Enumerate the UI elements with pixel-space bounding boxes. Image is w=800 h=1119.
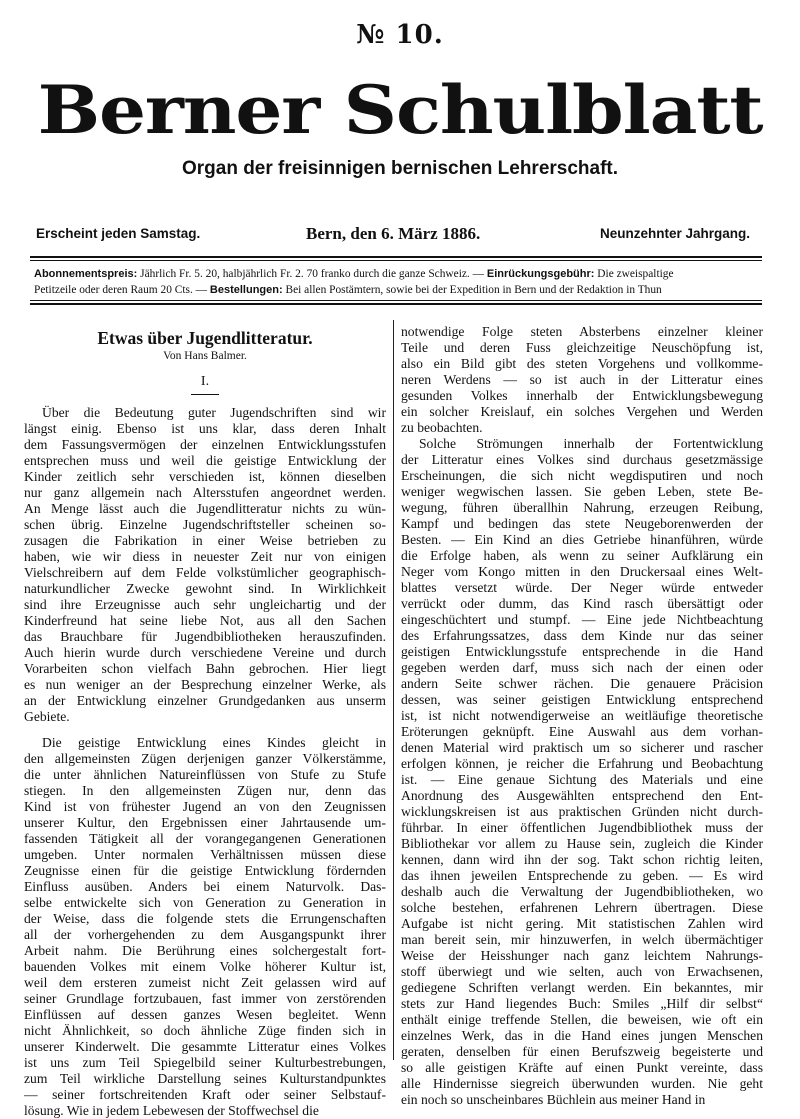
text-line: es nun weniger an der Besprechung einzelner Werke, als	[24, 677, 386, 692]
orders-label: Bestellungen:	[209, 284, 283, 296]
text-line: Zeugnisse einen für die geistige Entwicklung fördernden	[24, 863, 386, 878]
text-line: gegeben werden darf, muss sich nach der einen oder	[401, 660, 763, 675]
header-rule-bottom-thin	[30, 300, 762, 301]
volume-year: Neunzehnter Jahrgang.	[599, 226, 750, 241]
text-line: denen Material wird praktisch um so sicherer und rascher	[401, 740, 763, 755]
text-line: stiegen. In den allgemeinsten Zügen nur, denn das	[24, 783, 386, 798]
text-line: Gebiete.	[24, 709, 70, 724]
text-line: des Erfahrungssatzes, dass dem Kinde nur das seiner	[401, 628, 763, 643]
text-line: ein solcher Kreislauf, ein solches Vergehen und Werden	[401, 404, 763, 419]
text-line: geistigen Entwicklungsstufe entsprechende in die Hand	[401, 644, 763, 659]
text-line: nicht Ähnlichkeit, so doch ähnliche Züge finden sich in	[24, 1023, 386, 1038]
text-line: eingeschüchtert und stumpf. — Eine jede Nichtbeachtung	[401, 612, 763, 627]
issue-number: № 10.	[356, 20, 444, 50]
text-line: enthält einige treffende Stellen, die beweisen, wie oft ein	[401, 1012, 763, 1027]
text-line: Neger vom Kongo mitten in den Druckersaal eines Welt-	[401, 564, 763, 579]
text-line: der Weise, dass die folgende stets die Errungenschaften	[24, 911, 386, 926]
text-line: Einfluss ausüben. Anders bei einem Naturvolk. Das-	[24, 879, 386, 894]
text-line: erfolgen können, je reicher die Erfahrung und Beobachtung	[401, 756, 763, 771]
text-line: dem Fassungsvermögen der einzelnen Entwicklungsstufen	[24, 437, 386, 452]
text-line: unserer Kultur, den Ergebnissen einer Jahrtausende um-	[24, 815, 386, 830]
text-line: Vielschreibern auf dem Felde volkstümlicher geographisch-	[24, 565, 386, 580]
text-line: weil dem ersteren zumeist nicht Zeit gelassen wird auf	[24, 975, 386, 990]
text-line: also ein Bild gibt des steten Vorgehens und vollkomme-	[401, 356, 763, 371]
text-line: die Erfolge haben, als wenn zu seiner Aufklärung ein	[401, 548, 763, 563]
text-line: wegung, führen überallhin Nahrung, erzeugen Reibung,	[401, 500, 763, 515]
text-line: unserer Kinderwelt. Die gesammte Litteratur eines Volkes	[24, 1039, 386, 1054]
text-line: nur ganz allgemein nach Altersstufen angeordnet werden.	[24, 485, 386, 500]
text-line: Vorarbeiten schon vielfach Bahn gebrochen. Hier liegt	[24, 661, 386, 676]
insertion-fee-label: Einrückungsgebühr:	[486, 268, 595, 280]
paragraph	[401, 436, 763, 1108]
text-line: weniger wegwischen lassen. Sie geben Leben, stete Be-	[401, 484, 763, 499]
text-line: den allgemeinsten Zügen derjenigen ganzer Völkerstämme,	[24, 751, 386, 766]
subscription-price-label: Abonnementspreis:	[34, 268, 138, 280]
text-line: all der vorhergehenden zu dem Ausgangspunkt ihrer	[24, 927, 386, 942]
text-line: Anordnung des Ausgewählten entsprechend den Ent-	[401, 788, 763, 803]
text-line: fassenden Tätigkeit all der vorangegangenen Generationen	[24, 831, 386, 846]
text-line: An Menge lässt auch die Jugendlitteratur nichts zu wün-	[24, 501, 386, 516]
text-line: Arbeit nahm. Die Berührung eines solchergestalt fort-	[24, 943, 386, 958]
text-line: Eröterungen geknüpft. Eine Auswahl aus dem vorhan-	[401, 724, 763, 739]
text-line: Kind ist von frühester Jugend an von den Zeugnissen	[24, 799, 386, 814]
text-line: verrückt oder dumm, das Kind rasch übersättigt oder	[401, 596, 763, 611]
text-line: lösung. Wie in jedem Lebewesen der Stoffwechsel die	[24, 1103, 319, 1118]
text-line: — seiner fortschreitenden Kraft oder seiner Selbstauf-	[24, 1087, 386, 1102]
section-rule	[191, 394, 219, 395]
text-line: dessen, was seiner geistigen Entwicklung entsprechend	[401, 692, 763, 707]
text-line: das Brauchbare für Jugendbibliotheken herauszufinden.	[24, 629, 386, 644]
text-line: gediegene Schriften verlangt werden. Ein bekanntes, mir	[401, 980, 763, 995]
text-line: naturkundlicher Zwecke gewohnt sind. In Wirklichkeit	[24, 581, 386, 596]
text-line: Bibliothekar vor allem zu Hause sein, zugleich die Kinder	[401, 836, 763, 851]
text-line: Kampf und bedingen das stete Neugeborenwerden der	[401, 516, 763, 531]
subscription-price-text: Jährlich Fr. 5. 20, halbjährlich Fr. 2. 70 franko durch die ganze Schweiz. —	[140, 268, 485, 280]
header-rule-top-thin	[30, 260, 762, 261]
text-line: stoff überwiegt und wie selten, auch von Erwachsenen,	[401, 964, 763, 979]
text-line: einzelnes Werk, das in die Hand eines jungen Menschen	[401, 1028, 763, 1043]
publication-frequency: Erscheint jeden Samstag.	[36, 226, 201, 241]
text-line: Auch hierin wurde durch verschiedene Vereine und durch	[24, 645, 386, 660]
text-line: Über die Bedeutung guter Jugendschriften sind wir	[42, 405, 386, 420]
masthead-title: Berner Schulblatt	[37, 71, 763, 149]
text-line: Kinder zeitlich sehr verschieden ist, können dieselben	[24, 469, 386, 484]
section-number: I.	[200, 374, 210, 389]
subscription-line-2	[34, 282, 762, 298]
text-line: zu beobachten.	[401, 420, 483, 435]
text-line: so alle geistigen Kräfte auf einen Punkt vereinte, dass	[401, 1060, 763, 1075]
text-line: ist. — Eine genaue Sichtung des Materials und eine	[401, 772, 763, 787]
text-line: entsprechen muss und weil die geistige Entwicklung der	[24, 453, 386, 468]
paragraph	[24, 735, 386, 1119]
orders-text: Bei allen Postämtern, sowie bei der Expedition in Bern und der Redaktion in Thun	[285, 284, 662, 296]
text-line: geraten, denselben für einen Berufszweig begeisterte und	[401, 1044, 763, 1059]
text-line: Einflüssen auf dessen ganzes Wesen begleitet. Wenn	[24, 1007, 386, 1022]
masthead-subtitle: Organ der freisinnigen bernischen Lehrerschaft.	[181, 158, 619, 179]
text-line: ist uns zum Teil Spiegelbild seiner Kulturbestrebungen,	[24, 1055, 386, 1070]
text-line: alle Hindernisse siegreich überwunden wurden. Nie geht	[401, 1076, 763, 1091]
article-author: Von Hans Balmer.	[163, 350, 247, 362]
text-line: neren Werdens — so ist auch in der Litteratur eines	[401, 372, 763, 387]
text-line: bauenden Volkes mit einem Volke höherer Kultur ist,	[24, 959, 386, 974]
text-line: selbe entwickelte sich von Generation zu Generation in	[24, 895, 386, 910]
column-divider	[393, 320, 394, 1060]
paragraph	[401, 324, 763, 436]
text-line: andern Seite schwer rächen. Die genauere Präcision	[401, 676, 763, 691]
text-line: kennen, dann wird ihn der sog. Takt schon richtig leiten,	[401, 852, 763, 867]
text-line: Kinderfreund hat seine liebe Not, aus all den Sachen	[24, 613, 386, 628]
text-line: ist, ist nicht notwendigerweise an weitläufige theoretische	[401, 708, 763, 723]
text-line: blattes versetzt würde. Der Neger würde entweder	[401, 580, 763, 595]
text-line: Teile und deren Fuss gleichzeitige Neuschöpfung ist,	[401, 340, 763, 355]
text-line: Die geistige Entwicklung eines Kindes gleicht in	[42, 735, 386, 750]
header-rule-top	[30, 256, 762, 258]
text-line: Erscheinungen, die sich nicht wegdisputiren und noch	[401, 468, 763, 483]
insertion-fee-text: Die zweispaltige	[597, 268, 674, 280]
place-date: Bern, den 6. März 1886.	[306, 224, 481, 243]
article-title: Etwas über Jugendlitteratur.	[97, 328, 313, 348]
subscription-line-1	[34, 266, 762, 282]
paragraph	[24, 405, 386, 725]
text-line: gesunden Volkes innerhalb der Entwicklungsbewegung	[401, 388, 763, 403]
text-line: an der Entwicklung einzelner Grundgedanken aus unserm	[24, 693, 386, 708]
text-line: schen übrig. Einzelne Jugendschriftsteller scheinen so-	[24, 517, 386, 532]
text-line: das ihnen jeweilen Entsprechende zu geben. — Es wird	[401, 868, 763, 883]
publication-info-row	[36, 224, 750, 246]
text-line: die unter ähnlichen Natureinflüssen von Stufe zu Stufe	[24, 767, 386, 782]
text-line: notwendige Folge steten Absterbens einzelner kleiner	[401, 324, 763, 339]
text-line: stets zur Hand liegendes Buch: Smiles „Hilf dir selbst“	[401, 996, 763, 1011]
text-line: solche bestehen, erfahrenen Lehrern übertragen. Diese	[401, 900, 763, 915]
text-line: man bereit sein, mir hinzuwerfen, in welch übermächtiger	[401, 932, 763, 947]
text-line: führbar. In einer öffentlichen Jugendbibliothek muss der	[401, 820, 763, 835]
text-line: der Litteratur eines Volkes sind durchaus gesetzmässige	[401, 452, 763, 467]
header-rule-bottom	[30, 303, 762, 305]
text-line: zusagen die Fabrikation in einer Weise betrieben zu	[24, 533, 386, 548]
text-line: sind ihre Erzeugnisse auch sehr ungleichartig und der	[24, 597, 386, 612]
subscription-notice	[34, 266, 762, 298]
insertion-fee-text-cont: Petitzeile oder deren Raum 20 Cts. —	[34, 284, 208, 296]
text-line: deshalb auch die Verwaltung der Jugendbibliotheken, wo	[401, 884, 763, 899]
text-line: Weise der Heisshunger nach ganz leichtem Nahrungs-	[401, 948, 763, 963]
text-line: Aufgabe ist nicht gering. Mit statistischen Zahlen wird	[401, 916, 763, 931]
text-line: zum Teil wirkliche Darstellung seines Kulturstandpunktes	[24, 1071, 386, 1086]
text-line: haben, wie wir diess in neuester Zeit nur von einigen	[24, 549, 386, 564]
text-line: Solche Strömungen innerhalb der Fortentwicklung	[419, 436, 763, 451]
text-line: längst einig. Ebenso ist uns klar, dass deren Inhalt	[24, 421, 386, 436]
text-line: umgeben. Unter normalen Verhältnissen müssen diese	[24, 847, 386, 862]
text-line: seiner Grundlage fortzubauen, fast immer von zerstörenden	[24, 991, 386, 1006]
text-line: wicklungskreisen ist aus praktischen Gründen nicht durch-	[401, 804, 763, 819]
column-left	[24, 316, 386, 1119]
text-line: Besten. — Ein Kind an dies Getriebe hinanführen, würde	[401, 532, 763, 547]
column-right	[401, 324, 763, 1108]
text-line: ein noch so unscheinbares Büchlein aus meiner Hand in	[401, 1092, 706, 1107]
